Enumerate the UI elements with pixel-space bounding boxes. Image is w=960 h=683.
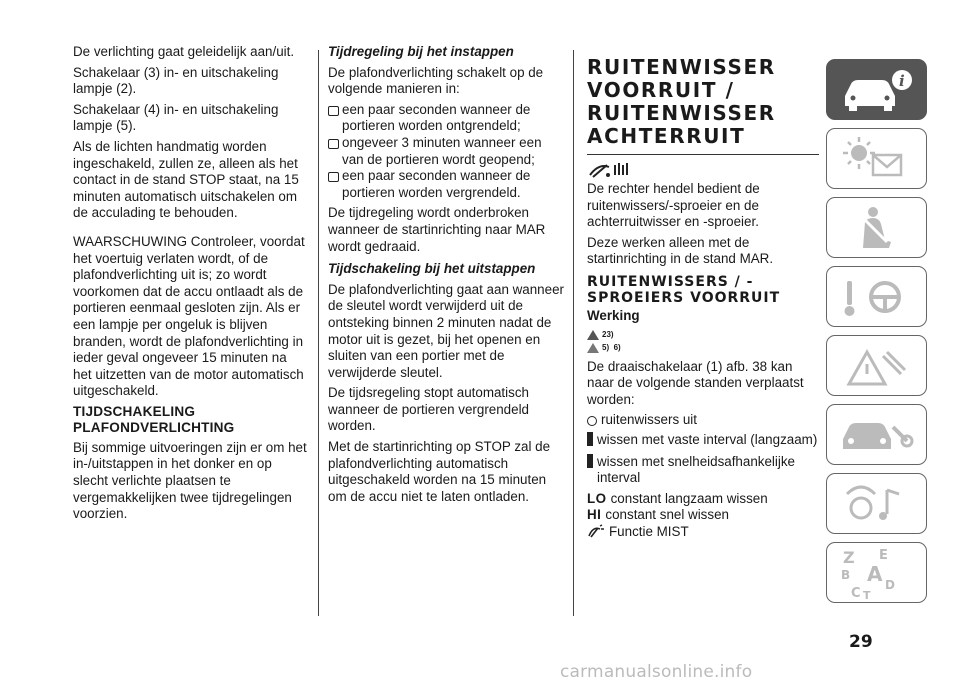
paragraph: Met de startinrichting op STOP zal de plafondverlichting automatisch uitgeschakeld worden na 15 minuten om de accu niet te laten ontladen. (328, 439, 551, 504)
bullet-item: een paar seconden wanneer de portieren worden vergrendeld. (328, 168, 564, 201)
sun-envelope-icon (827, 129, 927, 189)
tab-index[interactable] (826, 542, 927, 603)
tab-vehicle-info[interactable] (826, 59, 927, 120)
paragraph: De tijdsregeling stopt automatisch wanneer de portieren vergrendeld worden. (328, 385, 529, 434)
paragraph: De plafondverlichting gaat aan wanneer de sleutel wordt verwijderd uit de ontsteking binnen 2 minuten nadat de motor uit is gezet, bij het openen en sluiten van een portier met de verwijderde sleutel. (328, 281, 564, 380)
key-steering-icon (827, 267, 927, 327)
position-item: Functie MIST (587, 524, 819, 543)
lo-symbol: LO (587, 490, 607, 506)
page-number: 29 (849, 632, 873, 652)
paragraph: Schakelaar (4) in- en uitschakeling lampje (5). (73, 101, 279, 134)
subheading: Tijdregeling bij het instappen (328, 44, 514, 59)
column-middle (328, 44, 564, 509)
paragraph: De draaischakelaar (1) afb. 38 kan naar de volgende standen verplaatst worden: (587, 358, 804, 407)
tab-multimedia[interactable] (826, 473, 927, 534)
paragraph: De tijdregeling wordt onderbroken wanneer de startinrichting naar MAR wordt gedraaid. (328, 205, 546, 254)
door-icon (328, 139, 339, 149)
car-info-icon (827, 60, 927, 120)
warning-reference: 23) (587, 329, 819, 342)
title-rule (587, 154, 819, 155)
tab-emergency[interactable] (826, 335, 927, 396)
paragraph: Schakelaar (3) in- en uitschakeling lampje (2). (73, 64, 279, 97)
index-letter: T (863, 589, 871, 602)
wiper-icon (587, 161, 819, 181)
werking-heading: Werking (587, 307, 640, 323)
tab-dashboard-lights[interactable] (826, 128, 927, 189)
footer-watermark: carmanualsonline.info (560, 662, 753, 682)
paragraph: Als de lichten handmatig worden ingeschakeld, zullen ze, alleen als het contact in de stand STOP staat, na 15 minuten automatisch uitschakelen om de acculading te behouden. (73, 138, 299, 221)
index-letter: C (851, 586, 861, 601)
position-item: wissen met vaste interval (langzaam) (587, 432, 819, 449)
paragraph: De plafondverlichting schakelt op de volgende manieren in: (328, 64, 544, 97)
interval-bar-icon (587, 432, 593, 446)
svg-text:i: i (899, 72, 905, 90)
index-letter: Z (843, 548, 855, 567)
tab-starting-driving[interactable] (826, 266, 927, 327)
bullet-item: ongeveer 3 minuten wanneer een van de portieren wordt geopend; (328, 135, 564, 168)
subheading: Tijdschakeling bij het uitstappen (328, 261, 536, 277)
multimedia-icon (827, 474, 927, 534)
column-divider (573, 50, 574, 616)
warning-triangle-icon (587, 330, 599, 340)
caution-triangle-icon (587, 343, 599, 353)
warning-paragraph: WAARSCHUWING Controleer, voordat het voertuig verlaten wordt, of de plafondverlichting uit is; zo wordt voorkomen dat de accu ontlaadt als de portieren eenmaal gesloten zijn. Als er een lampje per ongeluk is blijven branden, wordt de plafondverlichting in ieder geval ongeveer 15 minuten na het uitzetten van de motor automatisch uitgeschakeld. (73, 233, 305, 399)
column-divider (318, 50, 319, 616)
index-letter: D (885, 578, 895, 592)
paragraph: De rechter hendel bedient de ruitenwissers/-sproeier en de achterruitwisser en -sproeier. (587, 181, 760, 230)
paragraph: Bij sommige uitvoeringen zijn er om het in-/uitstappen in het donker en op slecht verlichte plaatsen te vergemakkelijken twee tijdregelingen voorzien. (73, 439, 307, 522)
index-letter: B (841, 568, 851, 582)
index-letter: A (867, 562, 883, 586)
column-right (587, 56, 819, 543)
tab-maintenance[interactable] (826, 404, 927, 465)
seatbelt-icon (827, 198, 927, 258)
column-left (73, 44, 308, 527)
door-icon (328, 172, 339, 182)
car-service-icon (827, 405, 927, 465)
caution-reference: 5) 6) (587, 342, 819, 355)
hi-symbol: HI (587, 507, 602, 523)
paragraph: Deze werken alleen met de startinrichting in de stand MAR. (587, 234, 774, 267)
interval-bar-icon (587, 454, 593, 468)
tab-safety[interactable] (826, 197, 927, 258)
door-icon (328, 106, 339, 116)
index-letter: E (879, 548, 888, 563)
warning-tools-icon (827, 336, 927, 396)
section-heading: RUITENWISSERS / -SPROEIERS VOORRUIT (587, 273, 781, 306)
chapter-title: RUITENWISSER VOORRUIT / RUITENWISSER ACHTERRUIT (587, 55, 776, 148)
position-item: LO constant langzaam wissen (587, 490, 768, 506)
position-item: ruitenwissers uit (587, 412, 819, 429)
position-item: wissen met snelheidsafhankelijke interval (587, 454, 819, 487)
alphabet-index-icon (827, 543, 927, 603)
section-heading: TIJDSCHAKELING PLAFONDVERLICHTING (73, 403, 235, 435)
paragraph: De verlichting gaat geleidelijk aan/uit. (73, 44, 295, 59)
position-item: HI constant snel wissen (587, 507, 729, 523)
mist-wiper-icon (587, 524, 605, 543)
circle-off-icon (587, 416, 597, 426)
chapter-tabs (826, 59, 928, 611)
bullet-item: een paar seconden wanneer de portieren worden ontgrendeld; (328, 102, 564, 135)
